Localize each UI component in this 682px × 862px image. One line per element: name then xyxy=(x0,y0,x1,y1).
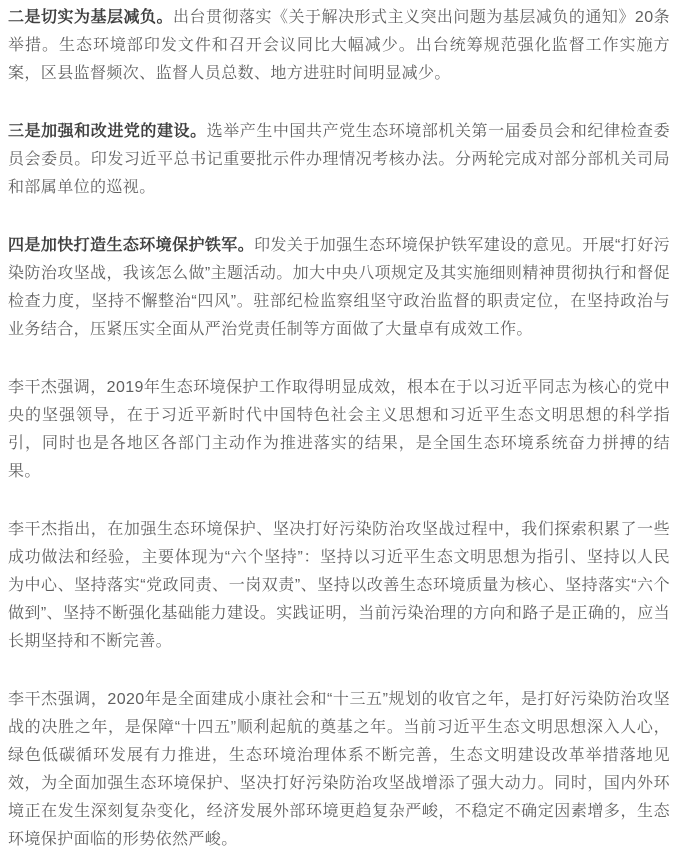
paragraph-lead-bold: 二是切实为基层减负。 xyxy=(8,9,173,26)
paragraph-text: 出台贯彻落实《关于解决形式主义突出问题为基层减负的通知》20条举措。生态环境部印发文件和召开会议同比大幅减少。出台统筹规范强化监督工作实施方案，区县监督频次、监督人员总数、地方进驻时间明显减少。 xyxy=(8,9,670,82)
article-paragraph xyxy=(8,686,670,854)
paragraph-text: 印发关于加强生态环境保护铁军建设的意见。开展“打好污染防治攻坚战，我该怎么做”主题活动。加大中央八项规定及其实施细则精神贯彻执行和督促检查力度，坚持不懈整治“四风”。驻部纪检监察组坚守政治监督的职责定位，在坚持政治与业务结合，压紧压实全面从严治党责任制等方面做了大量卓有成效工作。 xyxy=(8,237,670,338)
article-paragraph xyxy=(8,232,670,344)
article-paragraph xyxy=(8,118,670,202)
article-paragraph xyxy=(8,4,670,88)
article-paragraph xyxy=(8,516,670,656)
paragraph-lead-bold: 三是加强和改进党的建设。 xyxy=(8,123,207,140)
paragraph-text: 选举产生中国共产党生态环境部机关第一届委员会和纪律检查委员会委员。印发习近平总书记重要批示件办理情况考核办法。分两轮完成对部分部机关司局和部属单位的巡视。 xyxy=(8,123,670,196)
paragraph-text: 李干杰强调，2020年是全面建成小康社会和“十三五”规划的收官之年，是打好污染防治攻坚战的决胜之年，是保障“十四五”顺利起航的奠基之年。当前习近平生态文明思想深入人心，绿色低碳循环发展有力推进，生态环境治理体系不断完善，生态文明建设改革举措落地见效，为全面加强生态环境保护、坚决打好污染防治攻坚战增添了强大动力。同时，国内外环境正在发生深刻复杂变化，经济发展外部环境更趋复杂严峻，不稳定不确定因素增多，生态环境保护面临的形势依然严峻。 xyxy=(8,691,670,848)
paragraph-text: 李干杰指出，在加强生态环境保护、坚决打好污染防治攻坚战过程中，我们探索积累了一些成功做法和经验，主要体现为“六个坚持”：坚持以习近平生态文明思想为指引、坚持以人民为中心、坚持落实“党政同责、一岗双责”、坚持以改善生态环境质量为核心、坚持落实“六个做到”、坚持不断强化基础能力建设。实践证明，当前污染治理的方向和路子是正确的，应当长期坚持和不断完善。 xyxy=(8,521,670,650)
article-paragraph xyxy=(8,374,670,486)
paragraph-text: 李干杰强调，2019年生态环境保护工作取得明显成效，根本在于以习近平同志为核心的党中央的坚强领导，在于习近平新时代中国特色社会主义思想和习近平生态文明思想的科学指引，同时也是各地区各部门主动作为推进落实的结果，是全国生态环境系统奋力拼搏的结果。 xyxy=(8,379,670,480)
paragraph-lead-bold: 四是加快打造生态环境保护铁军。 xyxy=(8,237,255,254)
